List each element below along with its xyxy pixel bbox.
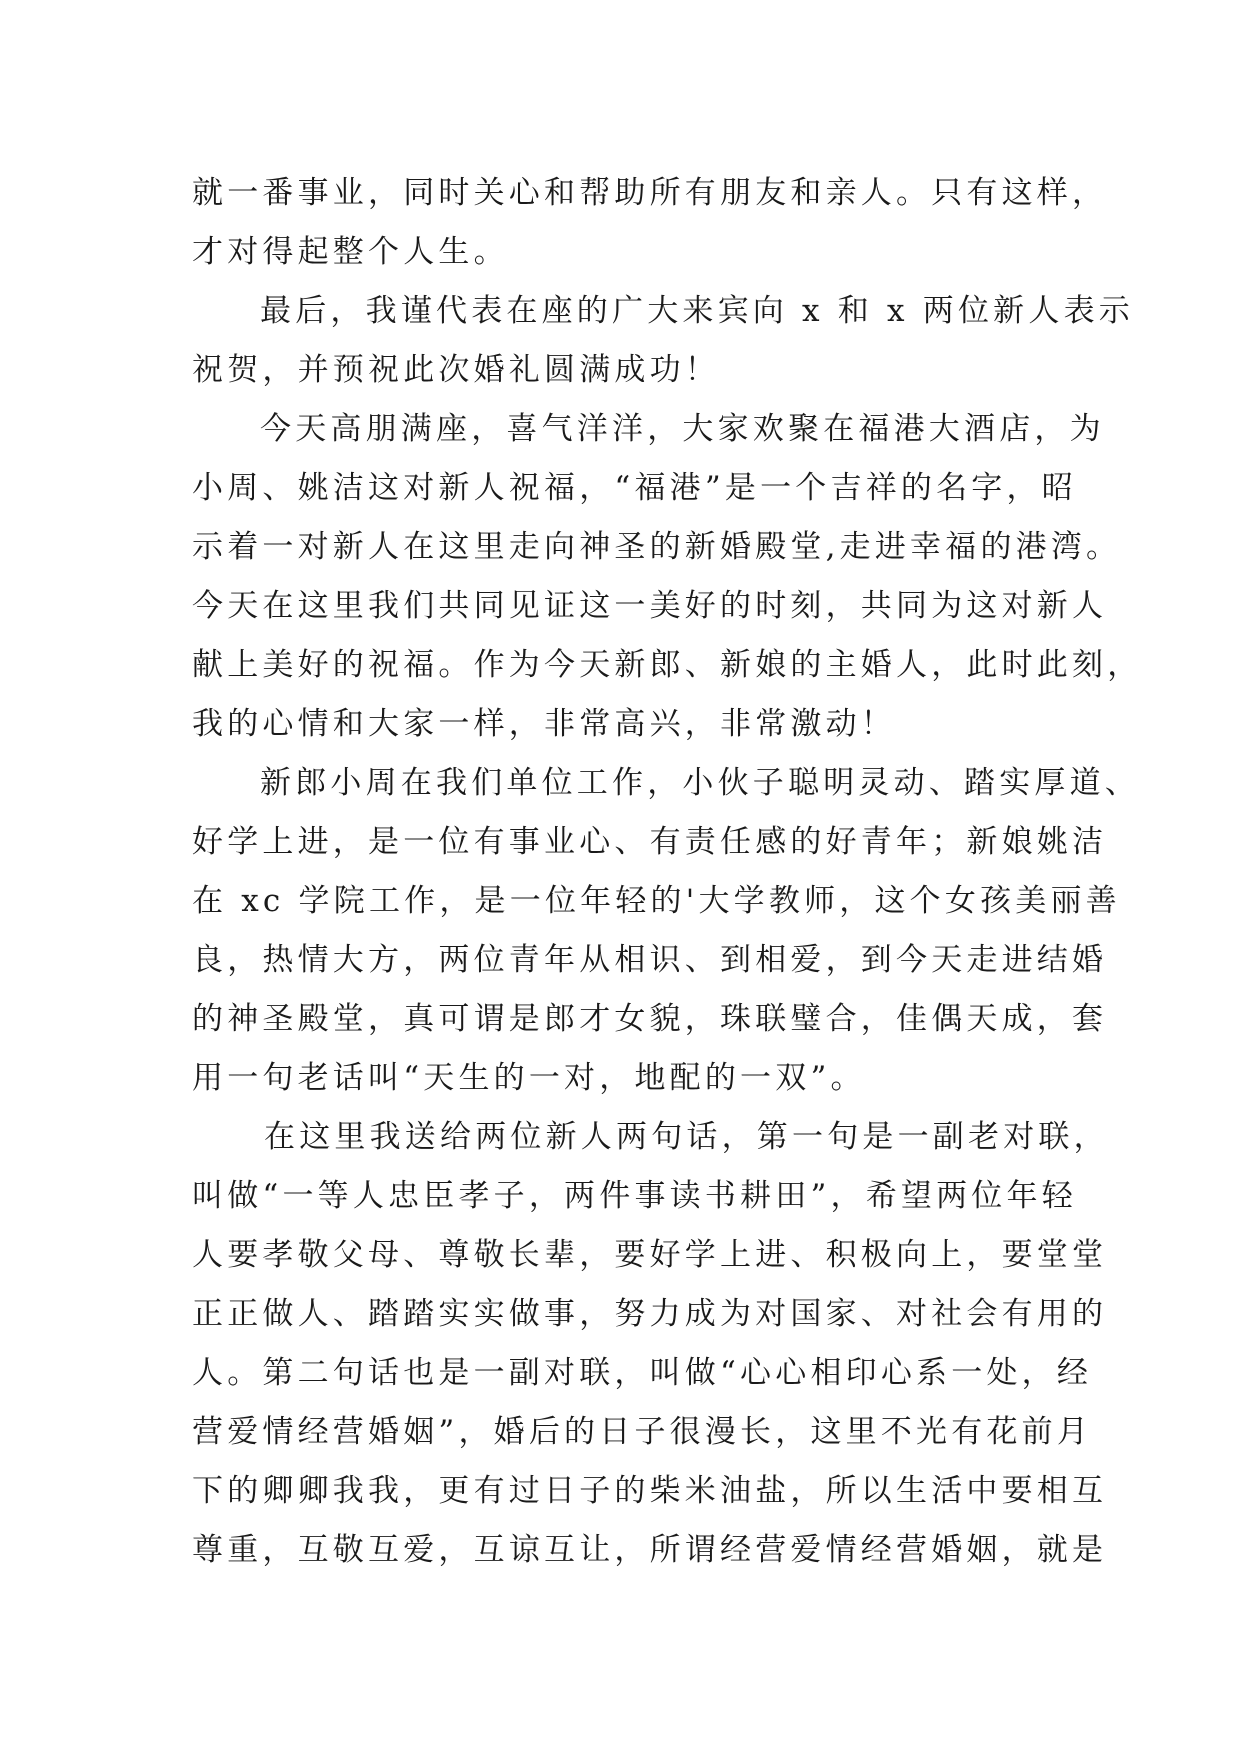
text-line: 营爱情经营婚姻”，婚后的日子很漫长，这里不光有花前月 xyxy=(192,1414,1093,1450)
text-line: 在 xc 学院工作，是一位年轻的'大学教师，这个女孩美丽善 xyxy=(192,883,1121,919)
text-line: 就一番事业，同时关心和帮助所有朋友和亲人。只有这样， xyxy=(192,175,1108,211)
text-line: 献上美好的祝福。作为今天新郎、新娘的主婚人，此时此刻， xyxy=(192,647,1143,683)
text-line: 小周、姚洁这对新人祝福，“福港”是一个吉祥的名字，昭 xyxy=(192,470,1077,506)
text-line: 人。第二句话也是一副对联，叫做“心心相印心系一处，经 xyxy=(192,1355,1093,1391)
text-line: 良，热情大方，两位青年从相识、到相爱，到今天走进结婚 xyxy=(192,942,1108,978)
text-line: 我的心情和大家一样，非常高兴，非常激动！ xyxy=(192,706,896,742)
text-line: 今天在这里我们共同见证这一美好的时刻，共同为这对新人 xyxy=(192,588,1108,624)
text-line: 正正做人、踏踏实实做事，努力成为对国家、对社会有用的 xyxy=(192,1296,1108,1332)
text-line: 下的卿卿我我，更有过日子的柴米油盐，所以生活中要相互 xyxy=(192,1473,1108,1509)
document-body xyxy=(192,164,1143,1580)
text-line: 最后，我谨代表在座的广大来宾向 x 和 x 两位新人表示 xyxy=(260,293,1134,329)
text-line: 用一句老话叫“天生的一对，地配的一双”。 xyxy=(192,1060,866,1096)
text-line: 今天高朋满座，喜气洋洋，大家欢聚在福港大酒店，为 xyxy=(260,411,1105,447)
text-line: 才对得起整个人生。 xyxy=(192,234,509,270)
text-line: 祝贺，并预祝此次婚礼圆满成功！ xyxy=(192,352,720,388)
text-line: 在这里我送给两位新人两句话，第一句是一副老对联， xyxy=(264,1119,1109,1155)
text-line: 叫做“一等人忠臣孝子，两件事读书耕田”，希望两位年轻 xyxy=(192,1178,1077,1214)
text-line: 好学上进，是一位有事业心、有责任感的好青年；新娘姚洁 xyxy=(192,824,1108,860)
text-line: 人要孝敬父母、尊敬长辈，要好学上进、积极向上，要堂堂 xyxy=(192,1237,1108,1273)
text-line: 新郎小周在我们单位工作，小伙子聪明灵动、踏实厚道、 xyxy=(260,765,1140,801)
text-line: 的神圣殿堂，真可谓是郎才女貌，珠联璧合，佳偶天成，套 xyxy=(192,1001,1108,1037)
text-line: 尊重，互敬互爱，互谅互让，所谓经营爱情经营婚姻，就是 xyxy=(192,1532,1108,1568)
text-line: 示着一对新人在这里走向神圣的新婚殿堂,走进幸福的港湾。 xyxy=(192,529,1122,565)
